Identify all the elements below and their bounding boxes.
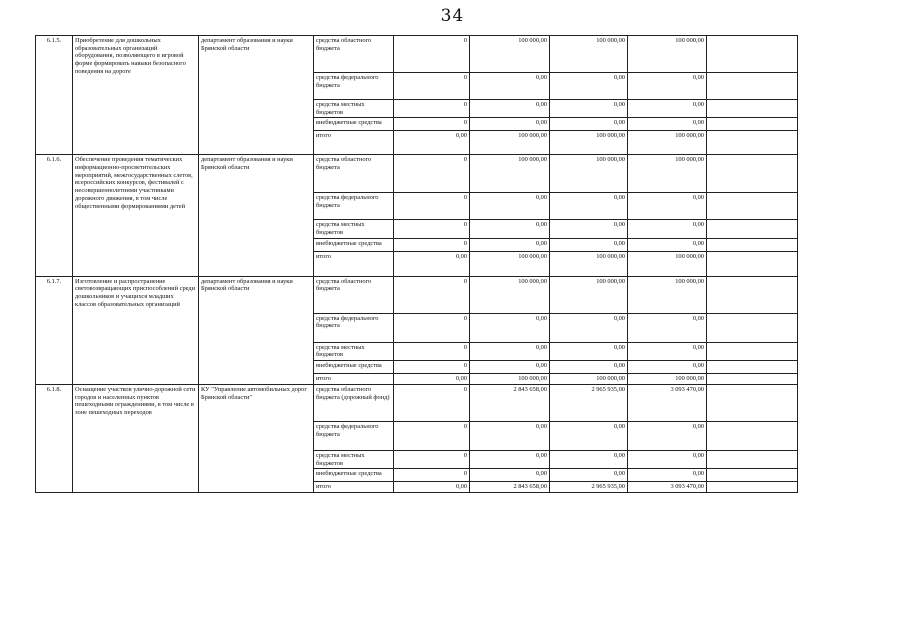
- amount-cell: 100 000,00: [550, 155, 628, 193]
- funding-source: средства федерального бюджета: [314, 73, 394, 100]
- funding-source: внебюджетные средства: [314, 118, 394, 131]
- amount-cell: 0: [394, 238, 470, 251]
- funding-source: средства федерального бюджета: [314, 193, 394, 220]
- amount-cell: 0: [394, 361, 470, 374]
- executor: департамент образования и науки Брянской области: [199, 276, 314, 384]
- empty-cell: [707, 450, 798, 468]
- amount-cell: 0,00: [470, 469, 550, 482]
- amount-cell: 3 093 470,00: [628, 482, 707, 493]
- amount-cell: 100 000,00: [470, 276, 550, 313]
- activity-code: 6.1.6.: [36, 155, 73, 276]
- funding-source: итого: [314, 131, 394, 155]
- empty-cell: [707, 155, 798, 193]
- empty-cell: [707, 276, 798, 313]
- amount-cell: 0,00: [550, 361, 628, 374]
- amount-cell: 0,00: [550, 100, 628, 118]
- amount-cell: 0,00: [550, 450, 628, 468]
- amount-cell: 0,00: [470, 238, 550, 251]
- empty-cell: [707, 118, 798, 131]
- activity-code: 6.1.7.: [36, 276, 73, 384]
- amount-cell: 2 843 658,00: [470, 482, 550, 493]
- amount-cell: 0,00: [394, 482, 470, 493]
- amount-cell: 100 000,00: [550, 276, 628, 313]
- amount-cell: 100 000,00: [470, 131, 550, 155]
- empty-cell: [707, 131, 798, 155]
- table-row: [36, 276, 798, 313]
- amount-cell: 0,00: [628, 313, 707, 342]
- amount-cell: 0,00: [628, 118, 707, 131]
- table-row: [36, 384, 798, 421]
- amount-cell: 0: [394, 100, 470, 118]
- empty-cell: [707, 193, 798, 220]
- funding-source: средства областного бюджета (дорожный фонд): [314, 384, 394, 421]
- amount-cell: 0,00: [550, 193, 628, 220]
- amount-cell: 0: [394, 73, 470, 100]
- funding-source: средства областного бюджета: [314, 155, 394, 193]
- amount-cell: 0: [394, 155, 470, 193]
- amount-cell: 100 000,00: [470, 251, 550, 276]
- amount-cell: 100 000,00: [550, 36, 628, 73]
- amount-cell: 0: [394, 118, 470, 131]
- empty-cell: [707, 469, 798, 482]
- amount-cell: 0: [394, 193, 470, 220]
- amount-cell: 0,00: [470, 450, 550, 468]
- amount-cell: 100 000,00: [628, 155, 707, 193]
- amount-cell: 0,00: [628, 361, 707, 374]
- funding-source: внебюджетные средства: [314, 361, 394, 374]
- amount-cell: 0: [394, 342, 470, 360]
- empty-cell: [707, 361, 798, 374]
- funding-source: средства федерального бюджета: [314, 313, 394, 342]
- empty-cell: [707, 374, 798, 385]
- funding-source: средства местных бюджетов: [314, 342, 394, 360]
- amount-cell: 0,00: [628, 73, 707, 100]
- empty-cell: [707, 482, 798, 493]
- funding-source: итого: [314, 374, 394, 385]
- activity-code: 6.1.8.: [36, 384, 73, 492]
- amount-cell: 0,00: [628, 421, 707, 450]
- funding-source: средства областного бюджета: [314, 36, 394, 73]
- amount-cell: 0,00: [470, 118, 550, 131]
- activity-code: 6.1.5.: [36, 36, 73, 155]
- empty-cell: [707, 73, 798, 100]
- empty-cell: [707, 100, 798, 118]
- amount-cell: 0,00: [628, 193, 707, 220]
- amount-cell: 0: [394, 421, 470, 450]
- amount-cell: 0,00: [470, 361, 550, 374]
- activity-name: Изготовление и распространение световозвращающих приспособлений среди дошкольников и учащихся младших классов образовательных организаций: [73, 276, 199, 384]
- amount-cell: 0,00: [394, 131, 470, 155]
- amount-cell: 0,00: [394, 251, 470, 276]
- funding-source: средства федерального бюджета: [314, 421, 394, 450]
- amount-cell: 100 000,00: [628, 131, 707, 155]
- funding-source: итого: [314, 482, 394, 493]
- amount-cell: 0,00: [550, 118, 628, 131]
- budget-table: [35, 35, 798, 493]
- amount-cell: 0,00: [550, 342, 628, 360]
- funding-source: средства местных бюджетов: [314, 450, 394, 468]
- amount-cell: 0,00: [628, 342, 707, 360]
- amount-cell: 0: [394, 384, 470, 421]
- amount-cell: 0: [394, 450, 470, 468]
- empty-cell: [707, 313, 798, 342]
- amount-cell: 100 000,00: [470, 155, 550, 193]
- amount-cell: 0,00: [628, 100, 707, 118]
- amount-cell: 100 000,00: [550, 251, 628, 276]
- funding-source: внебюджетные средства: [314, 238, 394, 251]
- amount-cell: 0,00: [470, 313, 550, 342]
- funding-source: внебюджетные средства: [314, 469, 394, 482]
- funding-source: итого: [314, 251, 394, 276]
- amount-cell: 100 000,00: [550, 374, 628, 385]
- amount-cell: 0,00: [470, 193, 550, 220]
- amount-cell: 100 000,00: [628, 276, 707, 313]
- amount-cell: 0: [394, 36, 470, 73]
- empty-cell: [707, 251, 798, 276]
- amount-cell: 0,00: [628, 450, 707, 468]
- amount-cell: 100 000,00: [550, 131, 628, 155]
- table-row: [36, 36, 798, 73]
- amount-cell: 0: [394, 220, 470, 238]
- amount-cell: 2 965 935,00: [550, 384, 628, 421]
- amount-cell: 0: [394, 276, 470, 313]
- amount-cell: 100 000,00: [628, 251, 707, 276]
- amount-cell: 0,00: [550, 313, 628, 342]
- amount-cell: 0,00: [550, 469, 628, 482]
- funding-source: средства областного бюджета: [314, 276, 394, 313]
- table-row: [36, 155, 798, 193]
- empty-cell: [707, 36, 798, 73]
- empty-cell: [707, 421, 798, 450]
- amount-cell: 100 000,00: [470, 374, 550, 385]
- amount-cell: 2 843 658,00: [470, 384, 550, 421]
- empty-cell: [707, 238, 798, 251]
- empty-cell: [707, 342, 798, 360]
- amount-cell: 0,00: [550, 220, 628, 238]
- amount-cell: 0,00: [470, 220, 550, 238]
- amount-cell: 3 093 470,00: [628, 384, 707, 421]
- empty-cell: [707, 384, 798, 421]
- executor: департамент образования и науки Брянской области: [199, 36, 314, 155]
- activity-name: Приобретение для дошкольных образовательных организаций оборудования, позволяющего в игровой форме формировать навыки безопасного поведения на дороге: [73, 36, 199, 155]
- amount-cell: 0,00: [550, 238, 628, 251]
- activity-name: Оснащение участков улично-дорожной сети городов и населенных пунктов пешеходными ограждениями, в том числе в зоне пешеходных переходов: [73, 384, 199, 492]
- amount-cell: 0,00: [470, 421, 550, 450]
- amount-cell: 0,00: [550, 73, 628, 100]
- amount-cell: 0,00: [470, 73, 550, 100]
- amount-cell: 100 000,00: [470, 36, 550, 73]
- amount-cell: 0,00: [550, 421, 628, 450]
- empty-cell: [707, 220, 798, 238]
- funding-source: средства местных бюджетов: [314, 100, 394, 118]
- amount-cell: 0,00: [628, 220, 707, 238]
- amount-cell: 0,00: [628, 238, 707, 251]
- executor: КУ "Управление автомобильных дорог Брянской области": [199, 384, 314, 492]
- amount-cell: 0,00: [628, 469, 707, 482]
- amount-cell: 0: [394, 469, 470, 482]
- amount-cell: 0: [394, 313, 470, 342]
- amount-cell: 100 000,00: [628, 374, 707, 385]
- amount-cell: 2 965 935,00: [550, 482, 628, 493]
- page-number: 34: [440, 6, 465, 26]
- funding-source: средства местных бюджетов: [314, 220, 394, 238]
- amount-cell: 0,00: [470, 100, 550, 118]
- amount-cell: 100 000,00: [628, 36, 707, 73]
- executor: департамент образования и науки Брянской области: [199, 155, 314, 276]
- amount-cell: 0,00: [470, 342, 550, 360]
- activity-name: Обеспечение проведения тематических информационно-просветительских мероприятий, межгосударственных слетов, всероссийских конкурсов, фестивалей с несовершеннолетними участниками дорожного движения, в том числе общественными формированиями детей: [73, 155, 199, 276]
- amount-cell: 0,00: [394, 374, 470, 385]
